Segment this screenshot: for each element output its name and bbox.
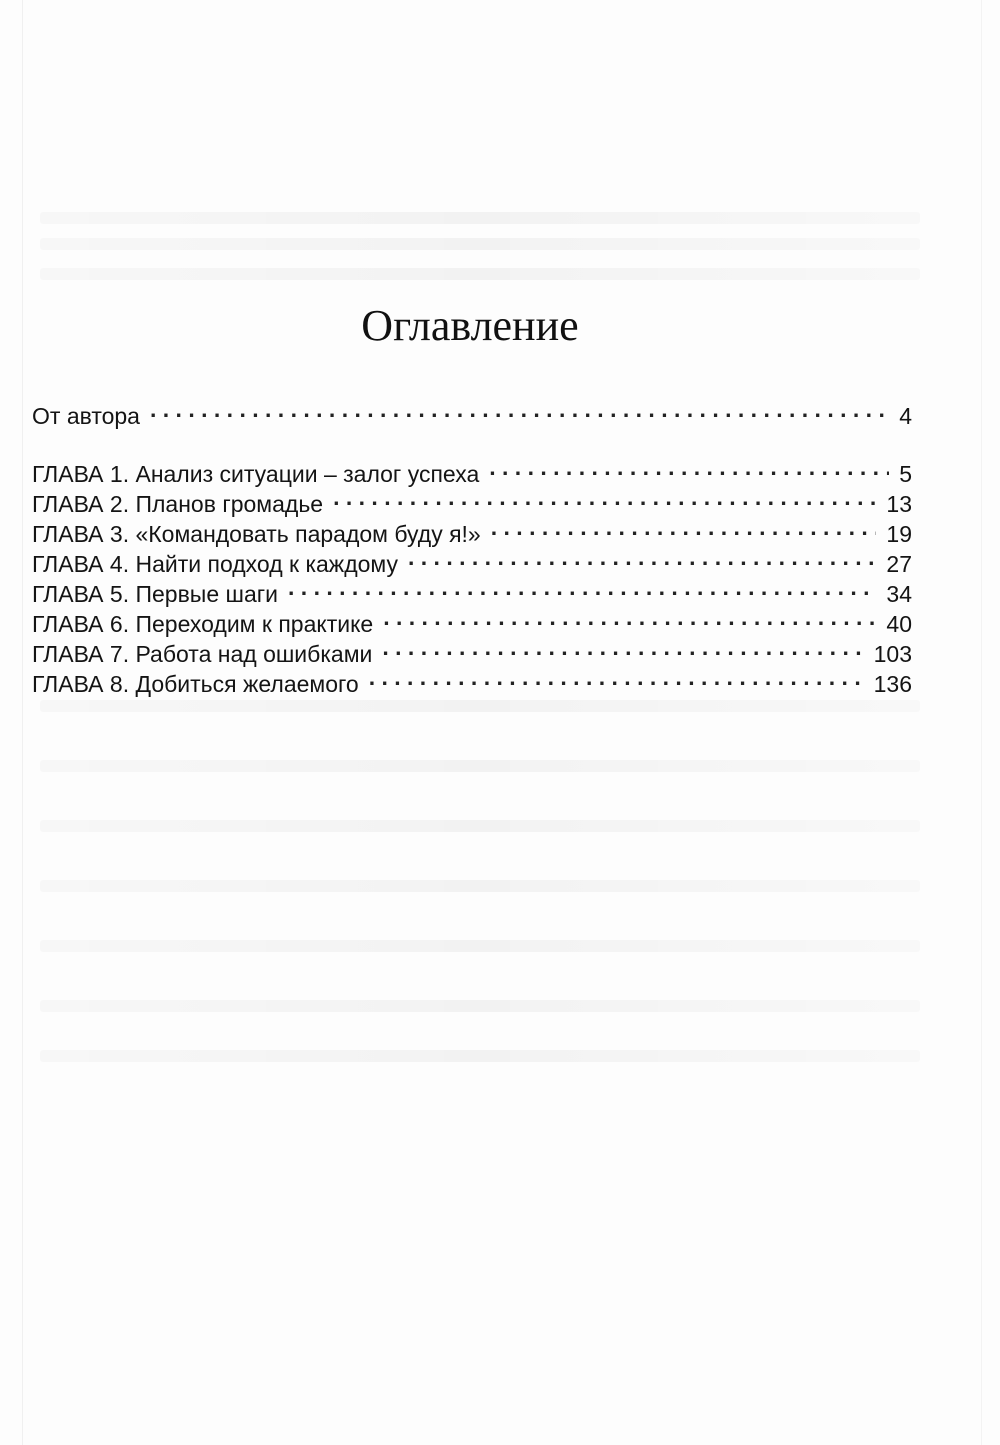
toc-entry-label: ГЛАВА 1. Анализ ситуации – залог успеха <box>32 461 480 487</box>
show-through-line <box>40 880 920 892</box>
toc-entry[interactable] <box>32 394 912 429</box>
show-through-line <box>40 212 920 224</box>
toc-entry-page: 136 <box>873 671 912 697</box>
table-of-contents <box>32 394 912 697</box>
toc-leader-dots <box>408 542 876 572</box>
page-title: Оглавление <box>361 301 579 350</box>
toc-entry-label: ГЛАВА 4. Найти подход к каждому <box>32 551 398 577</box>
toc-entry-page: 5 <box>899 461 912 487</box>
toc-entry-label: ГЛАВА 2. Планов громадье <box>32 491 324 517</box>
toc-entry-label: ГЛАВА 3. «Командовать парадом буду я!» <box>32 521 481 547</box>
toc-leader-dots <box>333 482 876 512</box>
toc-entry-page: 19 <box>886 521 912 547</box>
show-through-line <box>40 820 920 832</box>
toc-leader-dots <box>150 394 889 424</box>
toc-entry-label: ГЛАВА 7. Работа над ошибками <box>32 641 373 667</box>
show-through-line <box>40 760 920 772</box>
toc-leader-dots <box>288 572 876 602</box>
toc-entry-label: От автора <box>32 403 140 429</box>
page-edge <box>981 0 982 1445</box>
toc-leader-dots <box>382 632 863 662</box>
toc-entry-page: 27 <box>886 551 912 577</box>
show-through-line <box>40 238 920 250</box>
show-through-line <box>40 1000 920 1012</box>
show-through-line <box>40 268 920 280</box>
toc-leader-dots <box>383 602 876 632</box>
toc-entry-page: 103 <box>873 641 912 667</box>
toc-leader-dots <box>369 662 864 692</box>
toc-entry-page: 34 <box>886 581 912 607</box>
toc-entry-label: ГЛАВА 5. Первые шаги <box>32 581 279 607</box>
toc-entry[interactable] <box>32 452 912 487</box>
toc-entry-label: ГЛАВА 8. Добиться желаемого <box>32 671 359 697</box>
show-through-line <box>40 940 920 952</box>
page-edge <box>22 0 23 1445</box>
toc-entry-page: 4 <box>899 403 912 429</box>
toc-leader-dots <box>491 512 877 542</box>
toc-entry-page: 40 <box>886 611 912 637</box>
show-through-line <box>40 1050 920 1062</box>
toc-entry-page: 13 <box>886 491 912 517</box>
toc-entry-label: ГЛАВА 6. Переходим к практике <box>32 611 374 637</box>
toc-leader-dots <box>489 452 889 482</box>
show-through-line <box>40 700 920 712</box>
